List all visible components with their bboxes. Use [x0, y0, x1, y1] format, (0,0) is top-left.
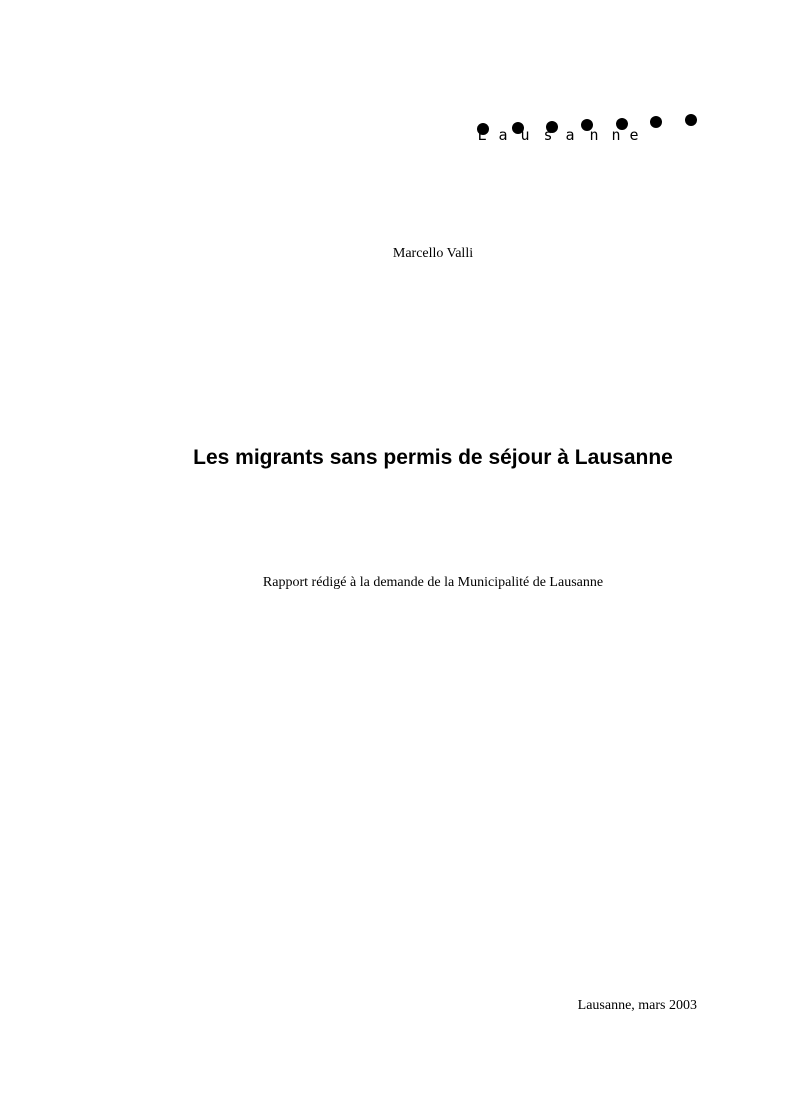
author-name: Marcello Valli [392, 246, 474, 261]
logo-letter: e [629, 126, 639, 144]
logo-dot [685, 114, 697, 126]
place-and-date: Lausanne, mars 2003 [577, 998, 697, 1013]
document-title: Les migrants sans permis de séjour à Lausanne [193, 446, 673, 469]
logo-letter: a [565, 126, 575, 144]
logo-letter: n [611, 126, 621, 144]
logo-dot [650, 116, 662, 128]
report-subtitle: Rapport rédigé à la demande de la Municipalité de Lausanne [262, 575, 604, 590]
logo-letter: L [477, 126, 487, 144]
logo-letter: a [498, 126, 508, 144]
lausanne-logo [470, 108, 710, 152]
logo-letter: n [589, 126, 599, 144]
logo-letter: s [543, 126, 553, 144]
logo-letter: u [520, 126, 530, 144]
